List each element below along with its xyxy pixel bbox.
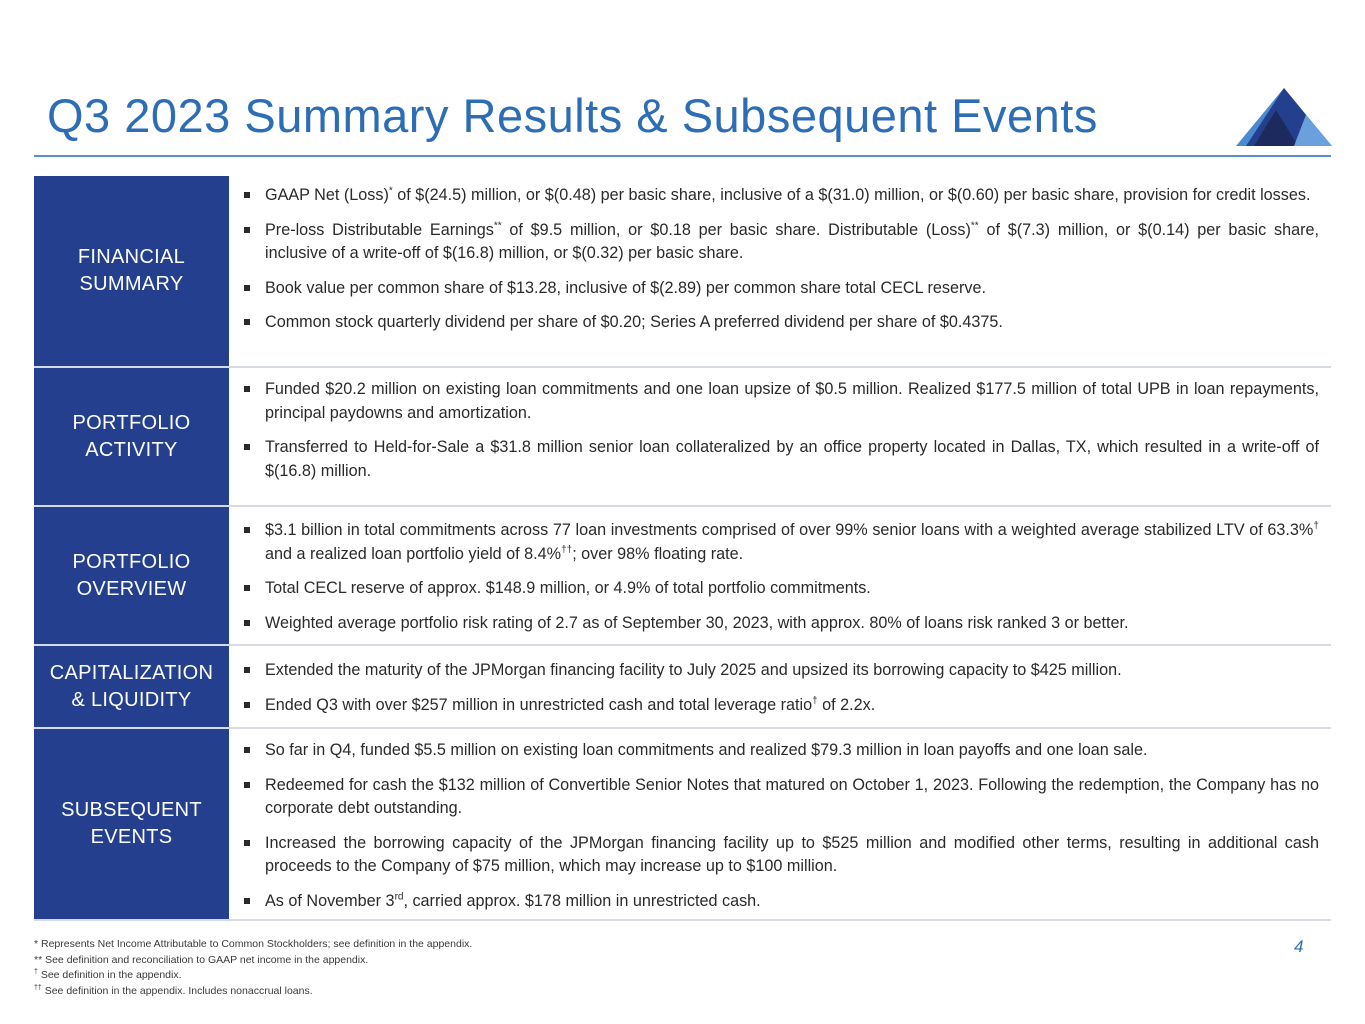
footnote-marker: ** xyxy=(970,220,979,232)
bullet-text: of $(24.5) million, or $(0.48) per basic share, inclusive of a $(31.0) million, or $(0.60) per basic share, provision for credit losses. xyxy=(392,186,1311,204)
section-row xyxy=(34,368,1331,507)
section-content xyxy=(229,176,1331,366)
bullet-text: Common stock quarterly dividend per share of $0.20; Series A preferred dividend per share of $0.4375. xyxy=(265,313,1003,331)
bullet-text: Ended Q3 with over $257 million in unrestricted cash and total leverage ratio xyxy=(265,695,813,714)
bullet-text: ; over 98% floating rate. xyxy=(572,544,744,563)
title-divider xyxy=(34,155,1331,157)
bullet-list xyxy=(241,519,1319,635)
bullet-item xyxy=(241,890,1319,914)
section-label: FINANCIAL SUMMARY xyxy=(34,176,229,366)
page-title: Q3 2023 Summary Results & Subsequent Events xyxy=(47,89,1098,142)
bullet-item xyxy=(241,519,1319,566)
bullet-text: of $9.5 million, or $0.18 per basic share. Distributable (Loss) xyxy=(501,220,971,239)
footnote-text: See definition in the appendix. xyxy=(37,969,182,981)
bullet-item xyxy=(241,659,1319,683)
section-label: CAPITALIZATION & LIQUIDITY xyxy=(34,646,229,727)
bullet-item xyxy=(241,832,1319,879)
section-content xyxy=(229,646,1331,727)
bullet-text: Weighted average portfolio risk rating of 2.7 as of September 30, 2023, with approx. 80% of loans risk ranked 3 or better. xyxy=(265,613,1129,632)
footnote-marker: †† xyxy=(561,544,573,556)
section-row xyxy=(34,507,1331,646)
bullet-text: $3.1 billion in total commitments across 77 loan investments comprised of over 99% senior loans with a weighted average stabilized LTV of 63.3% xyxy=(265,521,1314,539)
footnote-marker: † xyxy=(1313,520,1319,532)
footnote-marker: † xyxy=(34,968,38,976)
bullet-item xyxy=(241,219,1319,266)
footnote-text: ** See definition and reconciliation to GAAP net income in the appendix. xyxy=(34,953,369,966)
bullet-item xyxy=(241,774,1319,821)
bullet-text: of 2.2x. xyxy=(817,695,876,714)
footnote-marker: rd xyxy=(394,891,404,903)
footnote-marker: * xyxy=(388,185,393,197)
bullet-item xyxy=(241,577,1319,601)
bullet-item xyxy=(241,277,1319,301)
section-label: PORTFOLIO OVERVIEW xyxy=(34,507,229,644)
bullet-text: As of November 3 xyxy=(265,891,395,910)
bullet-text: Increased the borrowing capacity of the JPMorgan financing facility up to $525 million and modified other terms, resulting in additional cash proceeds to the Company of $75 million, which may increase up to $100 million. xyxy=(265,833,1319,875)
section-label: PORTFOLIO ACTIVITY xyxy=(34,368,229,505)
section-label: SUBSEQUENT EVENTS xyxy=(34,729,229,919)
bullet-text: Pre-loss Distributable Earnings xyxy=(265,220,494,239)
bullet-text: of $(7.3) million, or $(0.14) per basic share, inclusive of a write-off of $(16.8) million, or $(0.32) per basic share. xyxy=(265,220,1320,262)
bullet-item xyxy=(241,612,1319,636)
summary-table xyxy=(34,176,1331,921)
bullet-text: Redeemed for cash the $132 million of Convertible Senior Notes that matured on October 1, 2023. Following the redemption, the Company has no corporate debt outstanding. xyxy=(265,775,1319,817)
bullet-list xyxy=(241,184,1319,335)
bullet-item xyxy=(241,694,1319,718)
bullet-list xyxy=(241,659,1319,717)
section-content xyxy=(229,368,1331,505)
bullet-text: Total CECL reserve of approx. $148.9 million, or 4.9% of total portfolio commitments. xyxy=(265,579,871,597)
bullet-list xyxy=(241,739,1319,913)
bullet-text: and a realized loan portfolio yield of 8.4% xyxy=(265,544,562,563)
page-number: 4 xyxy=(1294,937,1304,956)
footnote-line xyxy=(34,984,472,1000)
bullet-text: Transferred to Held-for-Sale a $31.8 million senior loan collateralized by an office property located in Dallas, TX, which resulted in a write-off of $(16.8) million. xyxy=(265,438,1319,480)
bullet-text: Extended the maturity of the JPMorgan financing facility to July 2025 and upsized its borrowing capacity to $425 million. xyxy=(265,661,1122,679)
bullet-item xyxy=(241,311,1319,335)
footnote-marker: †† xyxy=(34,984,42,991)
footnote-line xyxy=(34,937,472,953)
footnotes xyxy=(34,937,472,999)
footnote-text: See definition in the appendix. Includes nonaccrual loans. xyxy=(41,984,313,997)
bullet-text: GAAP Net (Loss) xyxy=(265,186,389,204)
bullet-item xyxy=(241,378,1319,425)
footnote-line xyxy=(34,968,472,984)
footnote-line xyxy=(34,953,472,969)
bullet-list xyxy=(241,378,1319,483)
bullet-text: Funded $20.2 million on existing loan commitments and one loan upsize of $0.5 million. Realized $177.5 million of total UPB in loan repayments, principal paydowns and amortization. xyxy=(265,380,1319,422)
bullet-item xyxy=(241,436,1319,483)
section-row xyxy=(34,646,1331,729)
bullet-text: So far in Q4, funded $5.5 million on existing loan commitments and realized $79.3 million in loan payoffs and one loan sale. xyxy=(265,741,1148,759)
footnote-text: * Represents Net Income Attributable to Common Stockholders; see definition in the appendix. xyxy=(34,938,473,950)
footnote-marker: ** xyxy=(493,220,502,232)
mountain-logo-icon xyxy=(1236,88,1332,148)
section-row xyxy=(34,729,1331,921)
bullet-text: Book value per common share of $13.28, inclusive of $(2.89) per common share total CECL reserve. xyxy=(265,278,986,297)
section-content xyxy=(229,729,1331,919)
section-row xyxy=(34,176,1331,368)
bullet-item xyxy=(241,184,1319,208)
footnote-marker: † xyxy=(812,695,818,707)
section-content xyxy=(229,507,1331,644)
bullet-text: , carried approx. $178 million in unrestricted cash. xyxy=(403,891,761,910)
bullet-item xyxy=(241,739,1319,763)
